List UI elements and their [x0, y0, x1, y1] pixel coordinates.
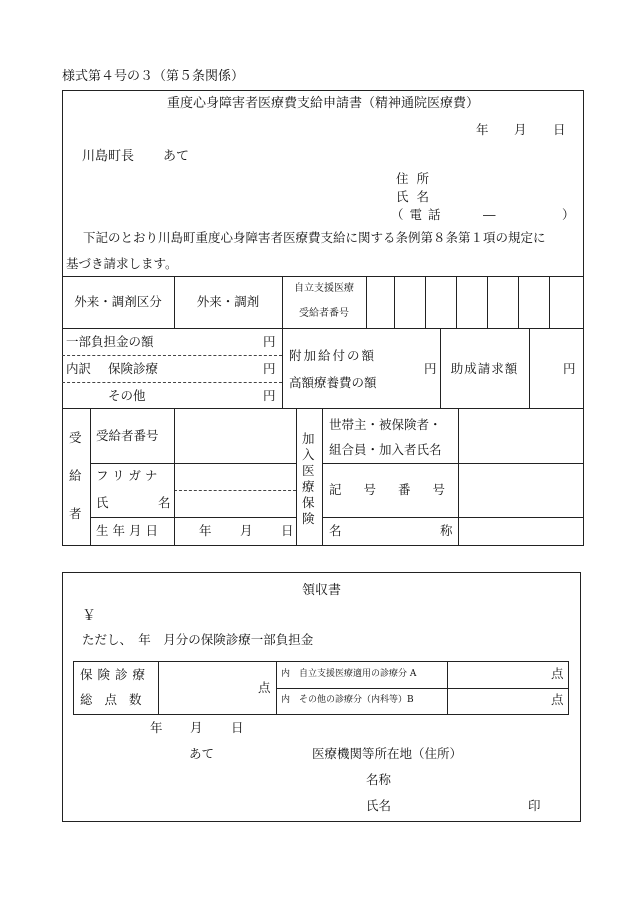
breakdown-label: 内訳 [66, 361, 92, 376]
insurance-join-char-5: 保 [302, 495, 315, 510]
recipient-char-2: 給 [69, 468, 82, 483]
birth-day-label: 日 [281, 523, 294, 538]
table-line [487, 276, 488, 328]
receipt-addressee-suffix: あて [189, 746, 215, 761]
receipt-date-month: 月 [190, 720, 203, 735]
receipt-title: 領収書 [301, 583, 341, 598]
request-text-line1: 下記のとおり川島町重度心身障害者医療費支給に関する条例第８条第１項の規定に [83, 230, 546, 245]
extra-benefit-label: 附加給付の額 [289, 348, 377, 363]
category-label: 外来・調剤区分 [74, 294, 162, 309]
table-line [90, 517, 296, 518]
insurer-name-char-1: 名 [329, 523, 342, 538]
category-value: 外来・調剤 [196, 294, 260, 309]
form-number: 様式第４号の３（第５条関係） [62, 69, 245, 84]
inner-b-unit: 点 [551, 692, 564, 707]
recipient-char-3: 者 [69, 506, 82, 521]
other-yen: 円 [263, 388, 276, 403]
aid-request-yen: 円 [563, 361, 576, 376]
inner-a-unit: 点 [551, 666, 564, 681]
points-label-2: 総点数 [80, 692, 154, 707]
yen-mark: ￥ [82, 608, 96, 624]
date-year-label: 年 [476, 122, 489, 137]
institution-name-label: 名称 [366, 772, 392, 787]
support-number-label-1: 自立支援医療 [294, 283, 354, 294]
person-name-label: 氏名 [366, 798, 392, 813]
name-char-1: 氏 [96, 495, 109, 510]
points-label-1: 保険診療 [80, 667, 151, 682]
receipt-description: ただし、 年 月分の保険診療一部負担金 [82, 632, 314, 647]
dashed-line [174, 490, 296, 491]
dashed-line [62, 382, 282, 383]
table-line [90, 463, 296, 464]
table-line [62, 408, 584, 409]
points-unit: 点 [258, 680, 271, 695]
institution-address-label: 医療機関等所在地（住所） [312, 746, 463, 761]
table-line [549, 276, 550, 328]
partial-cost-yen: 円 [263, 334, 276, 349]
table-line [322, 408, 323, 546]
table-line [518, 276, 519, 328]
support-number-label-2: 受給者番号 [299, 308, 349, 319]
table-line [425, 276, 426, 328]
applicant-name-label: 氏名 [396, 189, 438, 204]
table-line [458, 408, 459, 546]
table-line [366, 276, 367, 328]
name-char-2: 名 [158, 495, 171, 510]
birth-month-label: 月 [240, 523, 253, 538]
table-line [276, 688, 569, 689]
insurance-join-char-4: 療 [302, 479, 315, 494]
inner-a-label: 内 自立支援医療適用の診療分 A [281, 669, 417, 679]
applicant-phone-label: （電話 [391, 207, 447, 222]
table-line [322, 517, 584, 518]
insurance-join-char-2: 入 [302, 447, 315, 462]
receipt-date-day: 日 [231, 720, 244, 735]
aid-request-label: 助成請求額 [450, 361, 519, 376]
insurance-join-char-6: 険 [302, 511, 315, 526]
table-line [90, 408, 91, 546]
phone-close: ） [562, 207, 575, 222]
table-line [158, 661, 159, 715]
table-line [322, 463, 584, 464]
seal-mark: 印 [528, 798, 541, 813]
addressee-suffix: あて [163, 149, 190, 164]
addressee-label: 川島町長 [82, 149, 135, 164]
receipt-date-year: 年 [150, 720, 163, 735]
phone-separator: ― [483, 207, 496, 222]
birth-year-label: 年 [199, 523, 212, 538]
extra-yen: 円 [424, 361, 437, 376]
birth-date-label: 生年月日 [96, 523, 163, 538]
partial-cost-label: 一部負担金の額 [66, 334, 154, 349]
table-line [174, 408, 175, 546]
symbol-number-label: 記号番号 [329, 482, 468, 497]
date-day-label: 日 [553, 122, 566, 137]
insurance-yen: 円 [263, 361, 276, 376]
form-title: 重度心身障害者医療費支給申請書（精神通院医療費） [166, 96, 479, 111]
table-line [394, 276, 395, 328]
other-label: その他 [108, 388, 146, 403]
furigana-label: フリガナ [96, 468, 162, 483]
household-head-label-1: 世帯主・被保険者・ [329, 417, 442, 432]
table-line [529, 328, 530, 408]
table-line [282, 276, 283, 408]
dashed-line [62, 355, 282, 356]
recipient-char-1: 受 [69, 430, 82, 445]
date-month-label: 月 [514, 122, 527, 137]
table-line [62, 276, 584, 277]
insurance-join-char-1: 加 [302, 431, 315, 446]
insurance-label: 保険診療 [108, 361, 159, 376]
high-cost-label: 高額療養費の額 [289, 375, 377, 390]
table-line [296, 408, 297, 546]
table-line [456, 276, 457, 328]
household-head-label-2: 組合員・加入者氏名 [329, 442, 442, 457]
inner-b-label: 内 その他の診療分（内科等）B [281, 695, 414, 705]
recipient-number-label: 受給者番号 [96, 428, 159, 443]
table-line [62, 328, 584, 329]
insurer-name-char-2: 称 [440, 523, 453, 538]
request-text-line2: 基づき請求します。 [66, 256, 178, 271]
applicant-address-label: 住所 [396, 171, 438, 186]
insurance-join-char-3: 医 [302, 463, 315, 478]
